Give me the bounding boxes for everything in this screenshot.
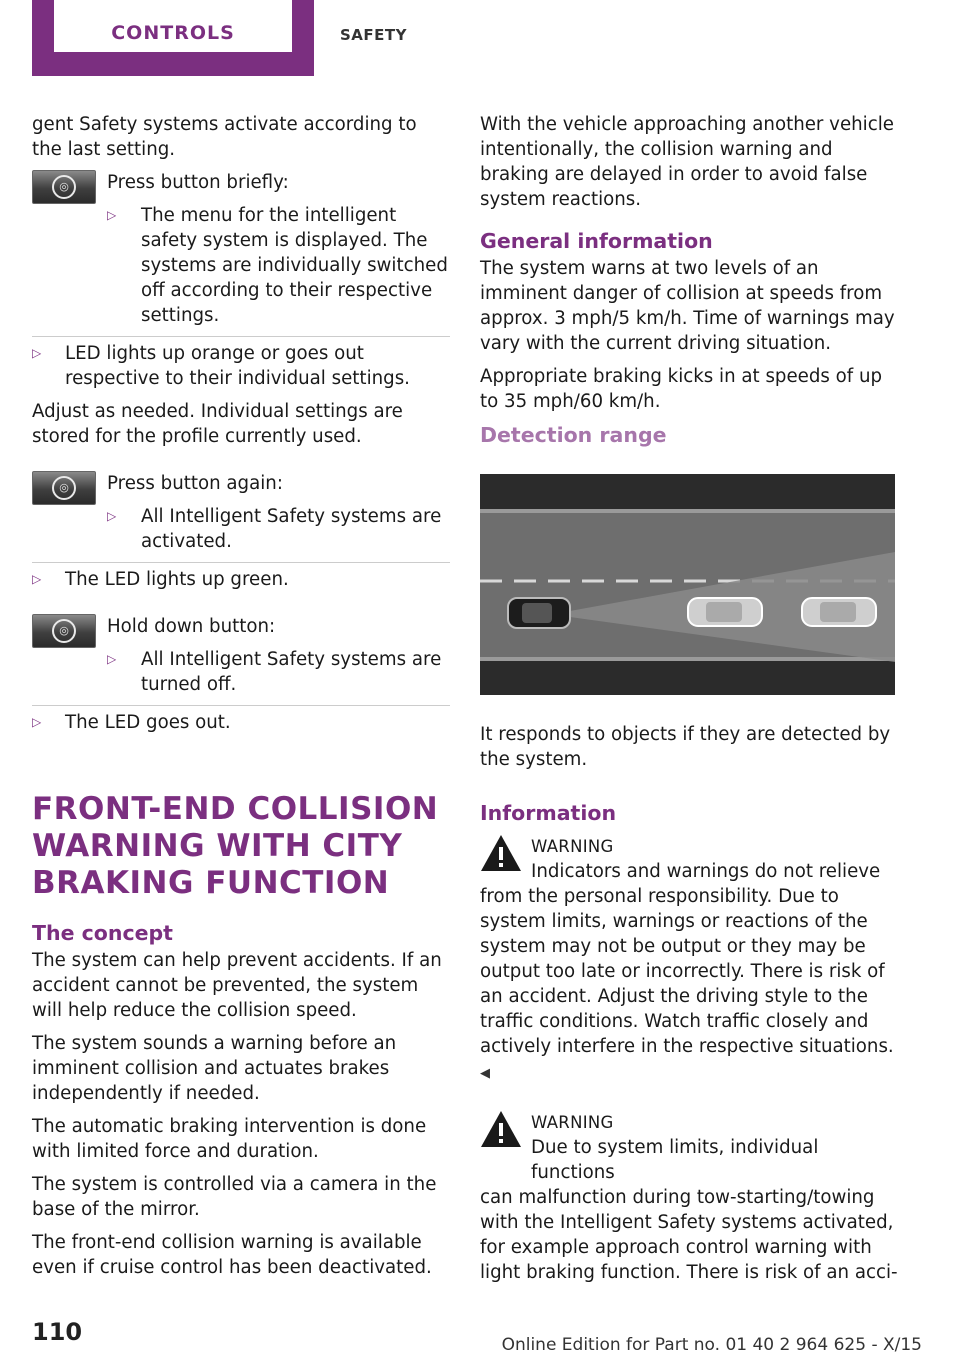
- general-paragraph-1: The system warns at two levels of an imminent danger of collision at speeds from approx. 3 mph/5 km/h. Time of warnings may vary with the current driving situation.: [480, 258, 895, 354]
- button-step-2-sub-bullet-text: All Intelligent Safety systems are activated.: [141, 506, 442, 552]
- approach-paragraph: With the vehicle approaching another vehicle intentionally, the collision warning and braking are delayed in order to avoid false system reactions.: [480, 114, 894, 210]
- warning-triangle-icon: [480, 1110, 522, 1148]
- tab-controls-inner: [54, 0, 292, 52]
- safety-symbol-icon: ◎: [52, 476, 76, 500]
- ego-car-icon: [508, 598, 570, 628]
- warning-2-label: WARNING: [531, 1113, 614, 1132]
- bullet-triangle-icon: ▷: [107, 509, 117, 523]
- warning-triangle-icon: [480, 834, 522, 872]
- concept-paragraph-1: The system can help prevent accidents. If an accident cannot be prevented, the system will help reduce the collision speed.: [32, 950, 442, 1021]
- warning-2-first-line: Due to system limits, individual functions: [531, 1137, 819, 1183]
- safety-symbol-icon: ◎: [52, 619, 76, 643]
- general-paragraph-2: Appropriate braking kicks in at speeds of up to 35 mph/60 km/h.: [480, 366, 883, 412]
- divider: [32, 562, 450, 563]
- warning-block-2: [480, 1110, 900, 1285]
- right-column: [480, 112, 900, 1285]
- safety-button-icon: [32, 614, 96, 648]
- bullet-triangle-icon: ▷: [32, 572, 42, 586]
- concept-paragraph-3: The automatic braking intervention is done with limited force and duration.: [32, 1116, 427, 1162]
- bullet-triangle-icon: ▷: [32, 346, 42, 360]
- concept-paragraph-5: The front-end collision warning is available even if cruise control has been deactivated.: [32, 1232, 432, 1278]
- bullet-item-2: [32, 567, 450, 592]
- warning-1-first-line: Indicators and warnings do not relieve: [531, 861, 881, 882]
- bullet-triangle-icon: ▷: [32, 715, 42, 729]
- vehicle-far-icon: [802, 598, 876, 626]
- bullet-item-1: [32, 341, 450, 391]
- vehicle-ahead-icon: [688, 598, 762, 626]
- tab-safety[interactable]: SAFETY: [340, 26, 407, 44]
- button-step-2-sub-bullet: [107, 504, 450, 554]
- adjust-paragraph: Adjust as needed. Individual settings are stored for the profile currently used.: [32, 401, 403, 447]
- section-heading: FRONT-END COLLISION WARNING WITH CITY BRAKING FUNCTION: [32, 791, 439, 901]
- detection-range-heading: Detection range: [480, 423, 667, 447]
- button-step-3-instruction: Hold down button:: [107, 616, 276, 637]
- divider: [32, 705, 450, 706]
- bullet-item-1-text: LED lights up orange or goes out respective to their individual settings.: [65, 343, 410, 389]
- button-step-1: [32, 170, 450, 328]
- bullet-item-3-text: The LED goes out.: [65, 712, 231, 733]
- figure-caption: It responds to objects if they are detected by the system.: [480, 724, 891, 770]
- general-information-heading: General information: [480, 229, 713, 253]
- button-step-1-instruction: Press button briefly:: [107, 172, 289, 193]
- footer-edition: Online Edition for Part no. 01 40 2 964 625 - X/15: [501, 1335, 922, 1355]
- tab-controls-label: CONTROLS: [111, 22, 235, 44]
- tab-controls[interactable]: [32, 0, 314, 76]
- intro-paragraph: gent Safety systems activate according to the last setting.: [32, 114, 417, 160]
- concept-heading: The concept: [32, 921, 173, 945]
- button-step-3-sub-bullet-text: All Intelligent Safety systems are turned off.: [141, 649, 442, 695]
- divider: [32, 336, 450, 337]
- left-column: [32, 112, 450, 1288]
- end-mark-icon: ◀: [480, 1066, 490, 1081]
- button-step-3: [32, 614, 450, 697]
- detection-range-figure: [480, 474, 895, 695]
- page-number: 110: [32, 1318, 83, 1346]
- button-step-1-sub-bullet-text: The menu for the intelligent safety system is displayed. The systems are individually switched off according to their respective settings.: [141, 205, 448, 326]
- warning-1-body: from the personal responsibility. Due to system limits, warnings or reactions of the system may not be output or they may be output too late or incorrectly. There is risk of an accident. Adjust the driving style to the traffic conditions. Watch traffic closely and actively interfere in the respective situations.: [480, 886, 894, 1057]
- concept-paragraph-2: The system sounds a warning before an imminent collision and actuates brakes independently if needed.: [32, 1033, 397, 1104]
- safety-button-icon: [32, 170, 96, 204]
- concept-paragraph-4: The system is controlled via a camera in the base of the mirror.: [32, 1174, 437, 1220]
- information-heading: Information: [480, 801, 617, 825]
- button-step-1-sub-bullet: [107, 203, 450, 328]
- button-step-2: [32, 471, 450, 554]
- bullet-item-3: [32, 710, 450, 735]
- warning-2-body: can malfunction during tow-starting/towing with the Intelligent Safety systems activated, for example approach control warning with light braking function. There is risk of an acci-: [480, 1187, 898, 1283]
- button-step-3-sub-bullet: [107, 647, 450, 697]
- button-step-2-instruction: Press button again:: [107, 473, 283, 494]
- safety-symbol-icon: ◎: [52, 175, 76, 199]
- chapter-tab-bar: [0, 0, 960, 76]
- bullet-triangle-icon: ▷: [107, 652, 117, 666]
- bullet-triangle-icon: ▷: [107, 208, 117, 222]
- safety-button-icon: [32, 471, 96, 505]
- warning-block-1: [480, 834, 900, 1086]
- bullet-item-2-text: The LED lights up green.: [65, 569, 289, 590]
- warning-1-label: WARNING: [531, 837, 614, 856]
